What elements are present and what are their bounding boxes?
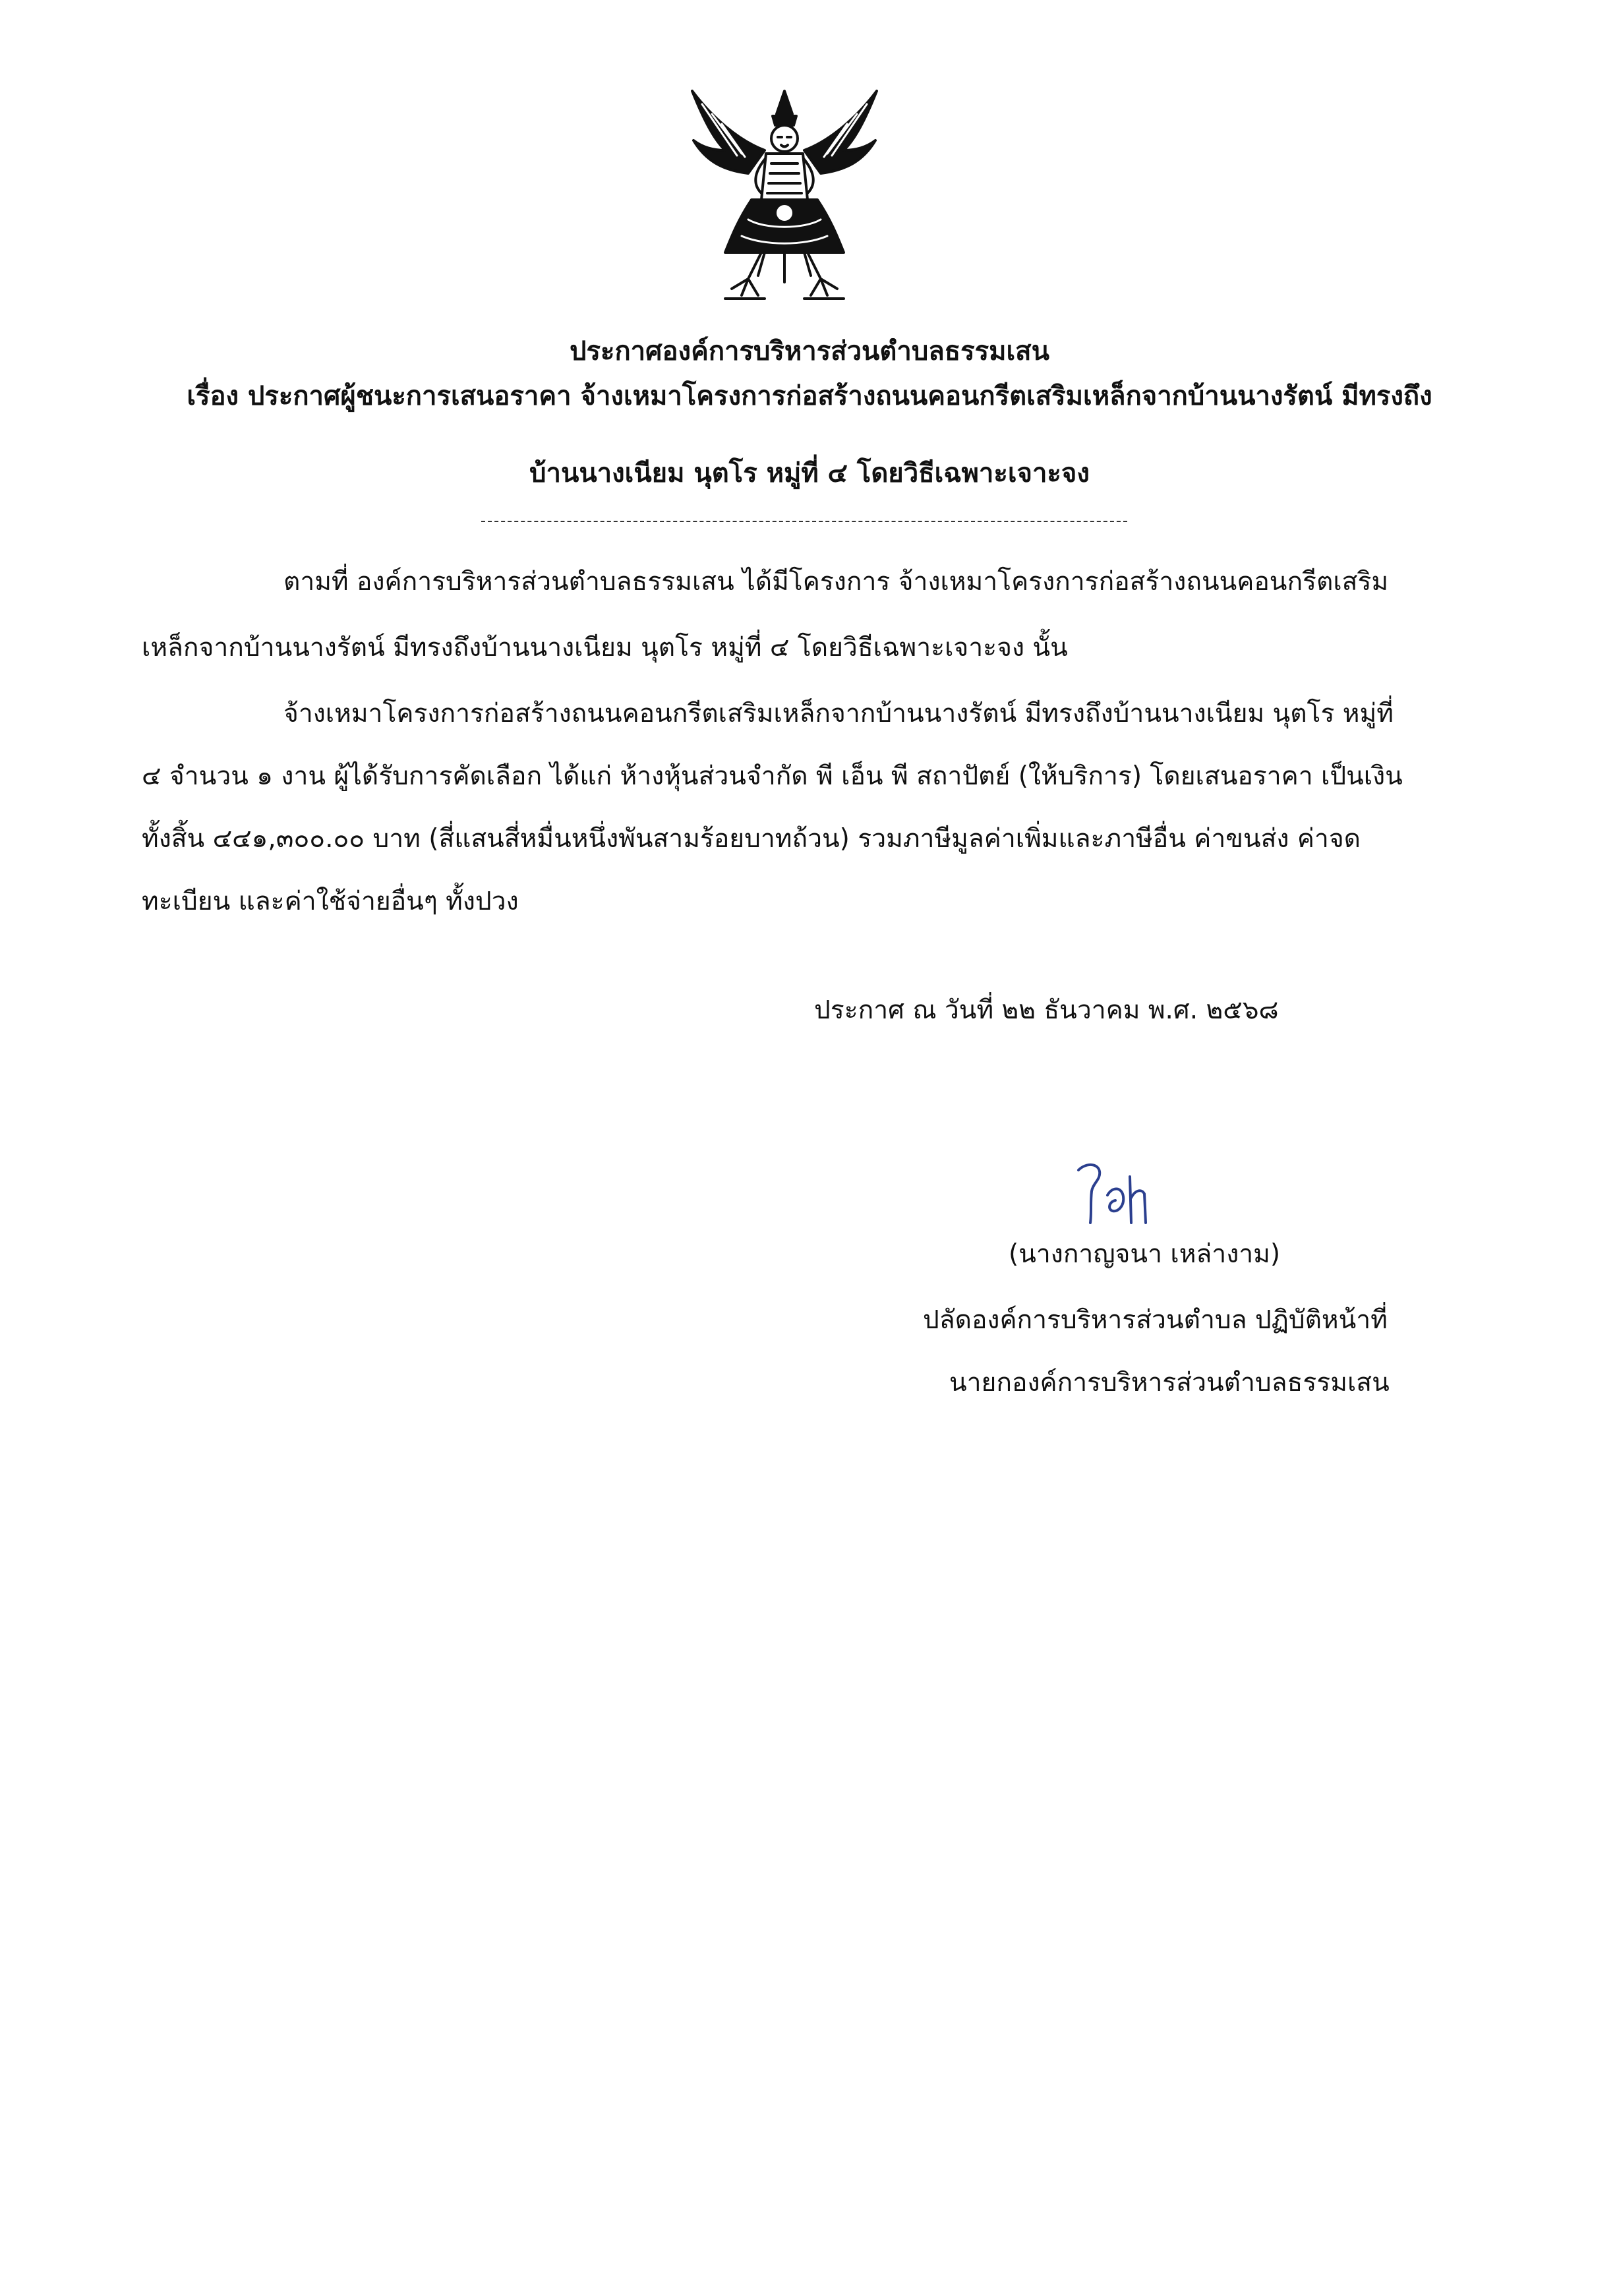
signatory-position-2: นายกองค์การบริหารส่วนตำบลธรรมเสน (949, 1368, 1390, 1398)
announcement-title: ประกาศองค์การบริหารส่วนตำบลธรรมเสน (570, 336, 1049, 367)
announcement-date: ประกาศ ณ วันที่ ๒๒ ธันวาคม พ.ศ. ๒๕๖๘ (814, 995, 1279, 1025)
paragraph-2-line-2: ๔ จำนวน ๑ งาน ผู้ได้รับการคัดเลือก ได้แก่ ห้างหุ้นส่วนจำกัด พี เอ็น พี สถาปัตย์ (ให้บริการ) โดยเสนอราคา เป็นเงิน (142, 761, 1403, 791)
paragraph-1-line-2: เหล็กจากบ้านนางรัตน์ มีทรงถึงบ้านนางเนียม นุตโร หมู่ที่ ๔ โดยวิธีเฉพาะเจาะจง นั้น (142, 633, 1068, 662)
garuda-emblem-icon (686, 78, 883, 315)
heading-divider (481, 521, 1127, 522)
handwritten-signature (1067, 1157, 1159, 1229)
signatory-name: (นางกาญจนา เหล่างาม) (1009, 1239, 1281, 1269)
paragraph-1-line-1: ตามที่ องค์การบริหารส่วนตำบลธรรมเสน ได้มีโครงการ จ้างเหมาโครงการก่อสร้างถนนคอนกรีตเสริม (283, 567, 1389, 597)
subject-line-2: บ้านนางเนียม นุตโร หมู่ที่ ๔ โดยวิธีเฉพาะเจาะจง (529, 458, 1090, 488)
paragraph-2-line-4: ทะเบียน และค่าใช้จ่ายอื่นๆ ทั้งปวง (142, 887, 519, 916)
paragraph-2-line-3: ทั้งสิ้น ๔๔๑,๓๐๐.๐๐ บาท (สี่แสนสี่หมื่นหนึ่งพันสามร้อยบาทถ้วน) รวมภาษีมูลค่าเพิ่มและภาษีอื่น ค่าขนส่ง ค่าจด (142, 824, 1361, 854)
subject-line-1: เรื่อง ประกาศผู้ชนะการเสนอราคา จ้างเหมาโครงการก่อสร้างถนนคอนกรีตเสริมเหล็กจากบ้านนางรัตน์ มีทรงถึง (187, 381, 1432, 411)
signatory-position-1: ปลัดองค์การบริหารส่วนตำบล ปฏิบัติหน้าที่ (923, 1305, 1388, 1335)
paragraph-2-line-1: จ้างเหมาโครงการก่อสร้างถนนคอนกรีตเสริมเหล็กจากบ้านนางรัตน์ มีทรงถึงบ้านนางเนียม นุตโร หมู่ที่ (283, 699, 1394, 728)
